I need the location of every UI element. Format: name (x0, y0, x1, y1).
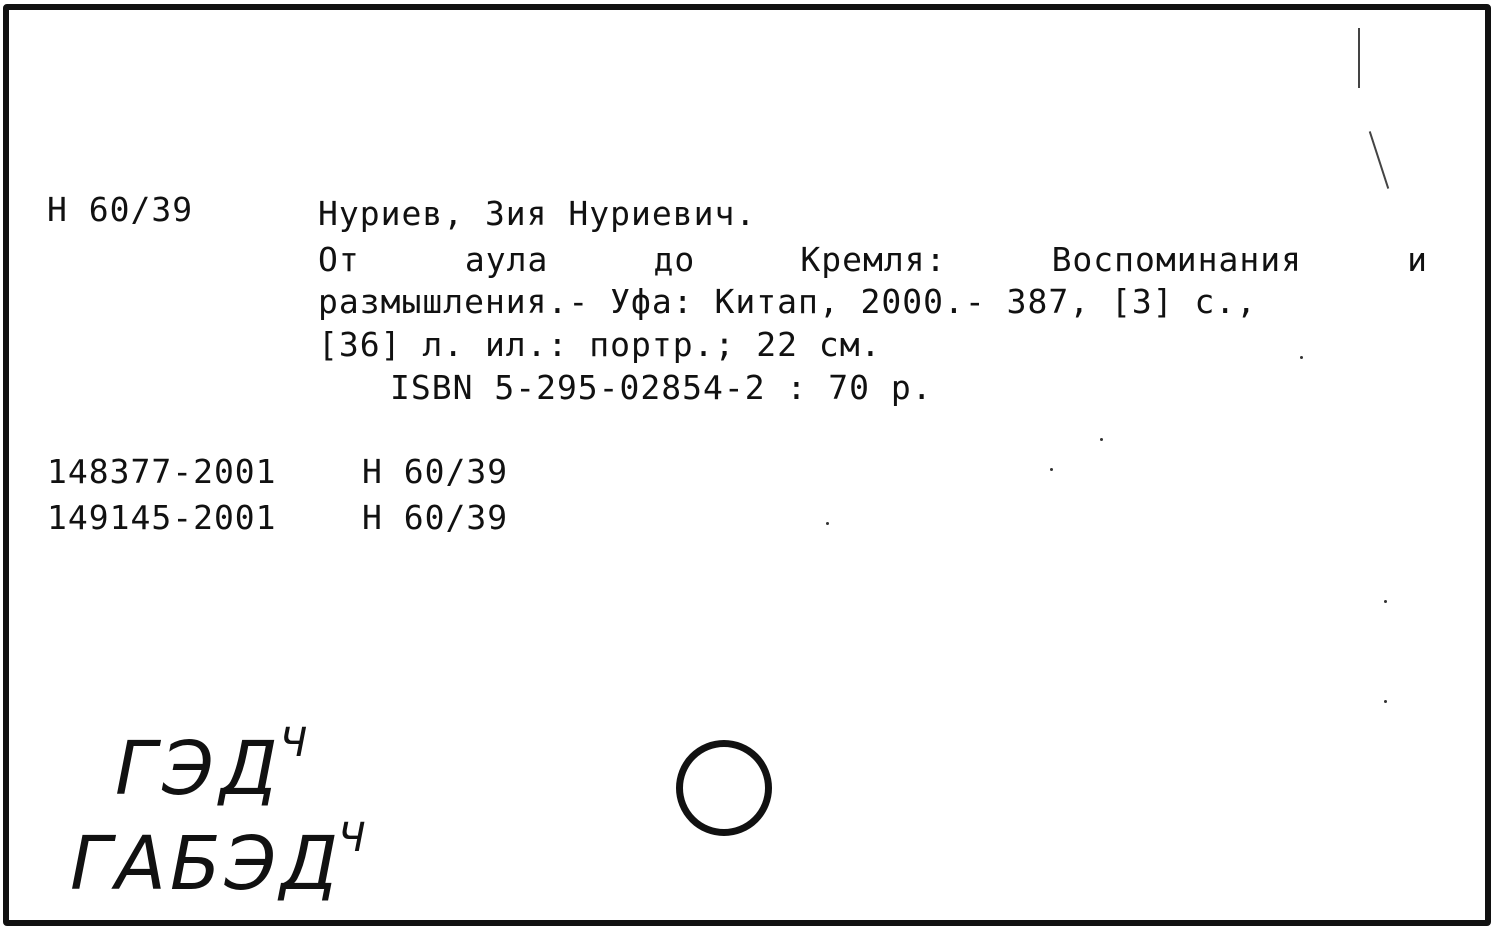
inventory-number: 148377-2001 (47, 452, 277, 491)
scan-mark (1358, 28, 1360, 88)
scan-speck (826, 522, 829, 525)
scan-speck (1384, 600, 1387, 603)
call-number: Н 60/39 (362, 498, 509, 537)
author-heading: Нуриев, Зия Нуриевич. (318, 194, 757, 233)
handwritten-note: $ГЭД^Ч$ (115, 720, 314, 812)
isbn-line: ISBN 5-295-02854-2 : 70 р. (390, 368, 933, 407)
punch-hole (676, 740, 772, 836)
scan-speck (1384, 700, 1387, 703)
title-word: аула (464, 240, 549, 279)
scan-speck (1300, 356, 1303, 359)
title-word: до (653, 240, 696, 279)
scan-speck (1100, 438, 1103, 441)
title-word: Воспоминания (1051, 240, 1302, 279)
title-word: От (318, 240, 360, 279)
inventory-number: 149145-2001 (47, 498, 277, 537)
title-word: Кремля: (800, 240, 947, 279)
shelf-mark: Н 60/39 (47, 190, 194, 229)
collation-line: [36] л. ил.: портр.; 22 см. (318, 325, 882, 364)
title-line (318, 240, 1428, 280)
handwritten-note: $ГАБЭД^Ч$ (70, 815, 370, 907)
scan-speck (1050, 468, 1053, 471)
call-number: Н 60/39 (362, 452, 509, 491)
imprint-line: размышления.- Уфа: Китап, 2000.- 387, [3] с., (318, 282, 1258, 321)
title-word: и (1407, 240, 1428, 279)
